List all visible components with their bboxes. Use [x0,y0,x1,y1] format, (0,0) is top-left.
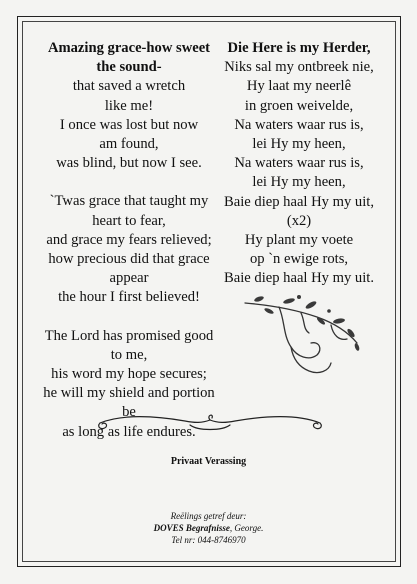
verse-line: and grace my fears relieved; [46,231,212,248]
verse-line: was blind, but now I see. [56,155,202,172]
funeral-home-name: DOVES Begrafnisse [153,523,230,533]
verse-line: (x2) [286,212,312,229]
floral-branch-icon [239,291,364,381]
verse-line: op `n ewige rots, [249,251,349,268]
service-label: Privaat Verassing [170,456,247,467]
verse-line: to me, [110,346,148,363]
hymn-title-line-1: Amazing grace-how sweet [47,40,211,56]
verse-line: `Twas grace that taught my [49,193,209,210]
verse-line: Na waters waar rus is, [234,116,364,133]
verse-line: like me! [104,97,154,114]
hymn-title-line-2: the sound- [96,59,162,76]
verse-line: Baie diep haal Hy my uit, [224,193,374,210]
scroll-divider-icon [90,411,330,433]
verse-line: heart to fear, [92,212,166,229]
verse-line: that saved a wretch [72,78,186,95]
verse-line: lei Hy my heen, [252,136,346,153]
verse-line: as long as life endures. [62,423,196,440]
verse-line: lei Hy my heen, [252,174,346,191]
verse-line: Na waters waar rus is, [234,155,364,172]
verse-line: be [122,404,136,421]
verse-line: The Lord has promised good [44,327,214,344]
verse-line: Baie diep haal Hy my uit. [224,270,374,287]
verse-line: I once was lost but now [59,116,199,133]
funeral-credits [0,510,417,546]
funeral-home-line [0,522,417,534]
amazing-grace-column [40,39,218,442]
arrangements-label: Reëlings getref deur: [170,511,247,521]
phone-number: Tel nr: 044-8746970 [171,535,246,545]
funeral-home-town: , George. [229,523,264,533]
verse-line: in groen weivelde, [244,97,354,114]
psalm-column [222,39,376,289]
verse-line: am found, [99,136,159,153]
verse-line: the hour I first believed! [58,289,200,306]
verse-line: Hy laat my neerlê [246,78,352,95]
verse-line: his word my hope secures; [51,366,207,383]
verse-line: Niks sal my ontbreek nie, [224,59,374,76]
verse-line: appear [109,270,149,287]
verse-line: he will my shield and portion [43,385,215,402]
psalm-title: Die Here is my Herder, [227,40,371,56]
verse-line: Hy plant my voete [244,232,354,249]
verse-line: how precious did that grace [48,251,210,268]
